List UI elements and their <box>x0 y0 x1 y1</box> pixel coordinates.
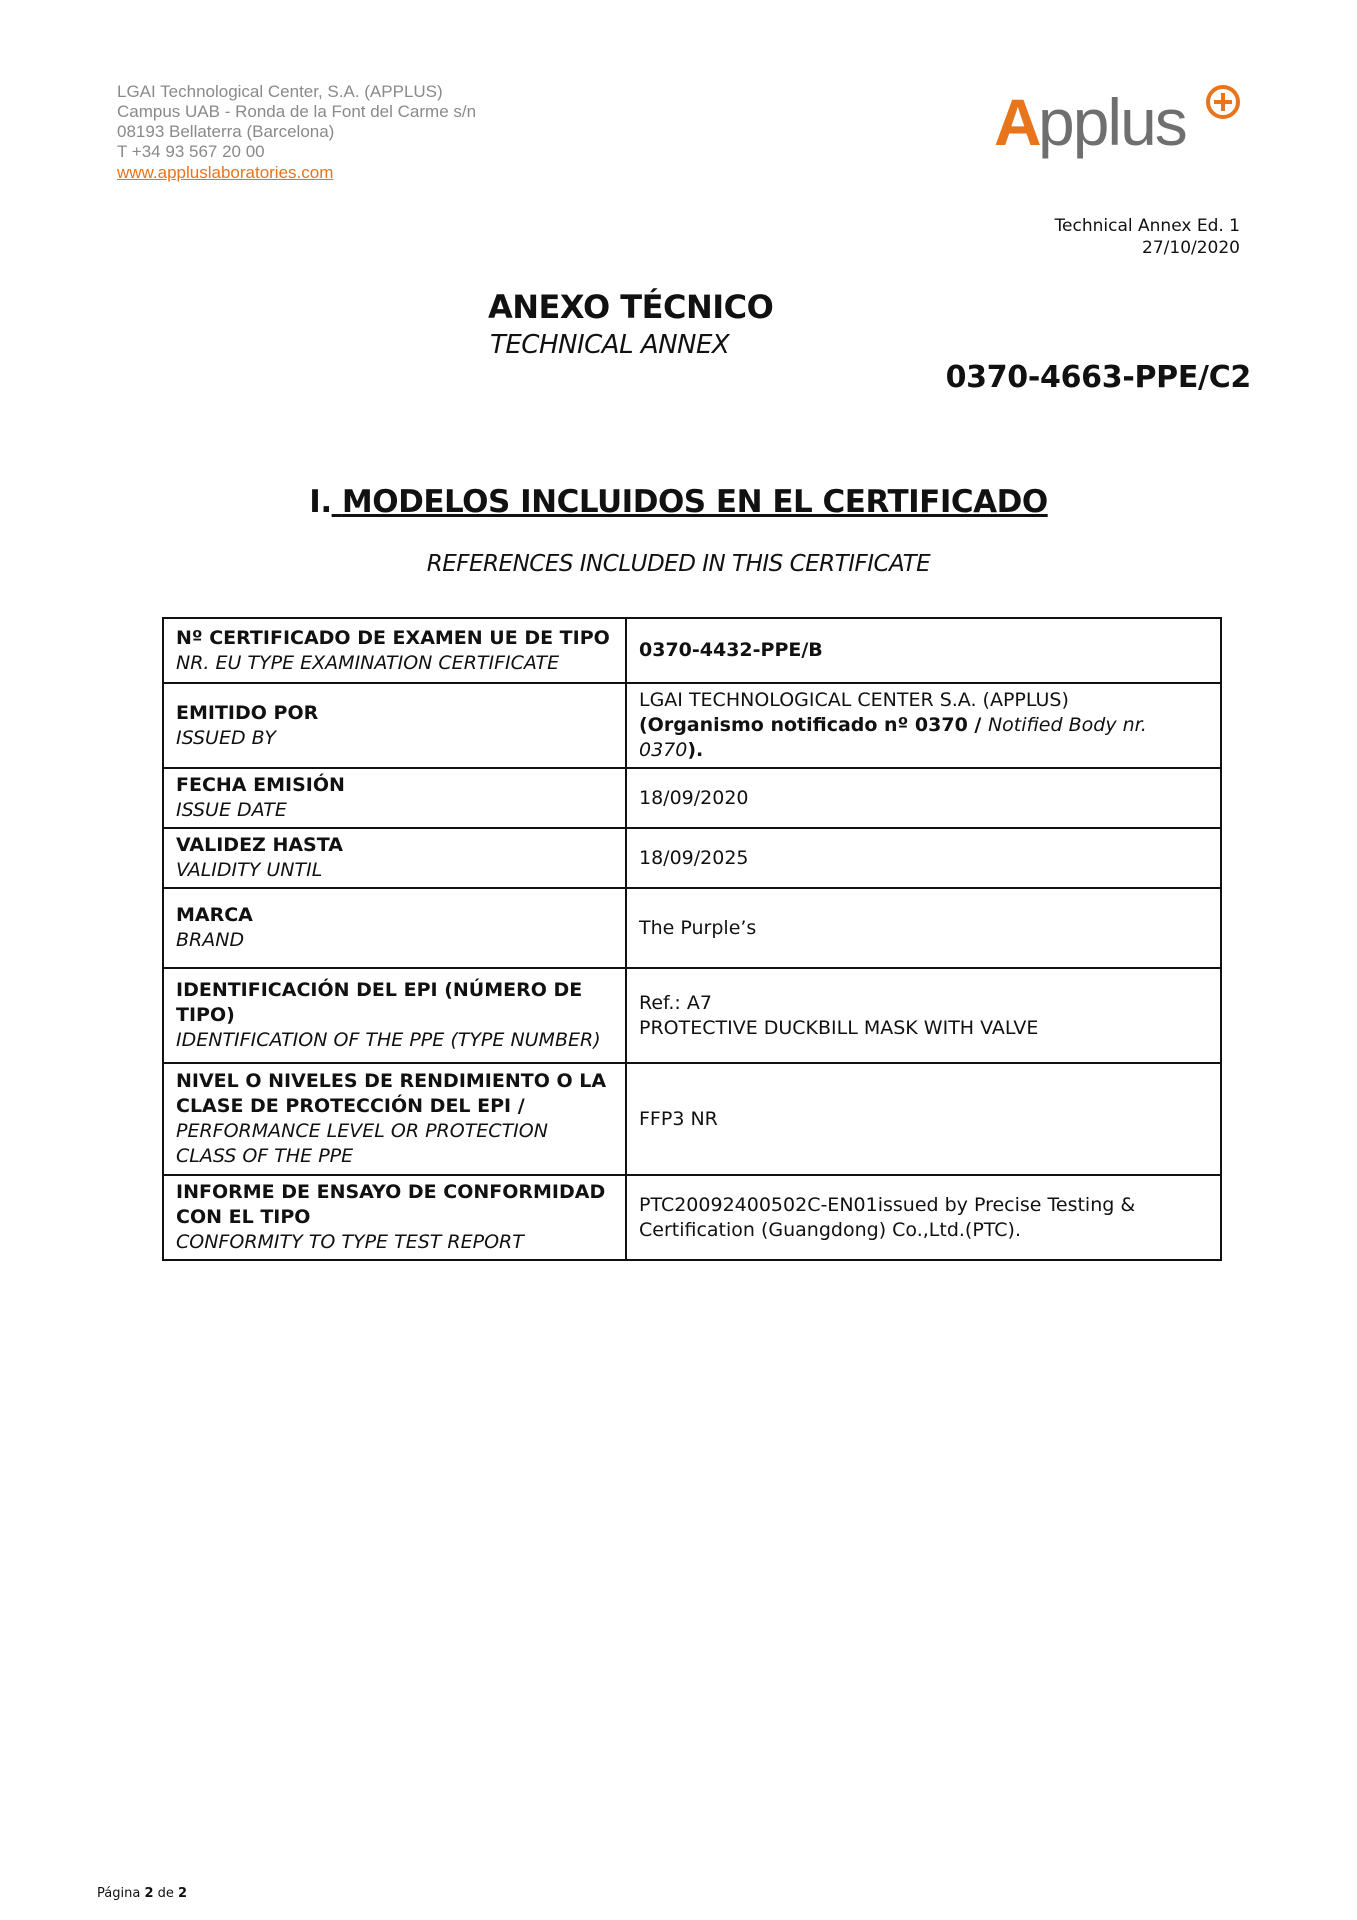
label-es: FECHA EMISIÓN <box>176 774 345 796</box>
section-subtitle: REFERENCES INCLUDED IN THIS CERTIFICATE <box>426 551 931 577</box>
page-footer <box>97 1886 187 1901</box>
brand-value: The Purple’s <box>639 916 757 939</box>
table-row <box>163 888 1221 968</box>
notified-body-text-en: Notified Body nr. 0370 <box>639 714 1147 761</box>
label-es: INFORME DE ENSAYO DE CONFORMIDAD CON EL TIPO <box>176 1181 606 1228</box>
website-link[interactable]: www.appluslaboratories.com <box>117 163 334 182</box>
total-pages: 2 <box>178 1886 188 1901</box>
label-es: MARCA <box>176 904 253 926</box>
table-row <box>163 683 1221 768</box>
row-value <box>626 768 1221 828</box>
notified-body-value <box>639 713 1208 763</box>
table-row <box>163 828 1221 888</box>
label-en: ISSUE DATE <box>176 799 287 821</box>
company-address <box>117 82 476 183</box>
test-report-value: PTC20092400502C-EN01issued by Precise Testing & Certification (Guangdong) Co.,Ltd.(PTC). <box>639 1193 1136 1241</box>
label-en: IDENTIFICATION OF THE PPE (TYPE NUMBER) <box>176 1029 601 1051</box>
address-line: T +34 93 567 20 00 <box>117 142 265 161</box>
table-row <box>163 768 1221 828</box>
issuer-value: LGAI TECHNOLOGICAL CENTER S.A. (APPLUS) <box>639 689 1069 711</box>
annex-edition: Technical Annex Ed. 1 <box>1054 216 1240 236</box>
label-en: VALIDITY UNTIL <box>176 859 323 881</box>
row-label <box>163 618 626 683</box>
label-es: VALIDEZ HASTA <box>176 834 343 856</box>
issue-date-value: 18/09/2020 <box>639 786 749 809</box>
table-row <box>163 618 1221 683</box>
svg-text:A: A <box>994 85 1040 159</box>
label-en: NR. EU TYPE EXAMINATION CERTIFICATE <box>176 651 560 674</box>
row-value <box>626 1063 1221 1175</box>
row-label <box>163 828 626 888</box>
current-page: 2 <box>144 1886 154 1901</box>
row-label <box>163 768 626 828</box>
label-en: BRAND <box>176 929 245 951</box>
annex-date: 27/10/2020 <box>1142 238 1240 258</box>
protection-class-value: FFP3 NR <box>639 1107 718 1130</box>
section-number: I. <box>309 484 332 520</box>
row-label <box>163 888 626 968</box>
certificate-info-table <box>162 617 1222 1261</box>
label-en: ISSUED BY <box>176 726 276 749</box>
row-value <box>626 828 1221 888</box>
reference-value: Ref.: A7 <box>639 991 712 1014</box>
validity-date-value: 18/09/2025 <box>639 846 749 869</box>
address-line: Campus UAB - Ronda de la Font del Carme s/n <box>117 102 477 121</box>
table-row <box>163 1175 1221 1260</box>
label-es: Nº CERTIFICADO DE EXAMEN UE DE TIPO <box>176 626 610 649</box>
row-label <box>163 683 626 768</box>
address-line: 08193 Bellaterra (Barcelona) <box>117 122 335 141</box>
row-label <box>163 968 626 1063</box>
annex-edition-block <box>1055 215 1240 259</box>
row-value <box>626 968 1221 1063</box>
label-es: EMITIDO POR <box>176 701 319 724</box>
table-row <box>163 968 1221 1063</box>
address-line: LGAI Technological Center, S.A. (APPLUS) <box>117 82 443 101</box>
page-word: Página <box>97 1886 141 1901</box>
row-label <box>163 1175 626 1260</box>
notified-body-text: (Organismo notificado nº 0370 / <box>639 714 988 736</box>
row-value <box>626 888 1221 968</box>
section-heading <box>0 484 1357 520</box>
row-value <box>626 683 1221 768</box>
section-title: MODELOS INCLUIDOS EN EL CERTIFICADO <box>341 484 1048 520</box>
table-row <box>163 1063 1221 1175</box>
type-exam-cert-value: 0370-4432-PPE/B <box>639 639 823 661</box>
document-subtitle: TECHNICAL ANNEX <box>490 330 730 360</box>
of-word: de <box>157 1886 174 1901</box>
label-es: IDENTIFICACIÓN DEL EPI (NÚMERO DE TIPO) <box>176 979 583 1026</box>
document-title: ANEXO TÉCNICO <box>488 288 774 326</box>
notified-body-end: ). <box>687 739 704 761</box>
certificate-number: 0370-4663-PPE/C2 <box>945 360 1251 395</box>
row-value <box>626 1175 1221 1260</box>
label-en: PERFORMANCE LEVEL OR PROTECTION CLASS OF THE PPE <box>176 1120 548 1167</box>
row-label <box>163 1063 626 1175</box>
svg-text:pplus: pplus <box>1038 85 1186 159</box>
row-value <box>626 618 1221 683</box>
label-en: CONFORMITY TO TYPE TEST REPORT <box>176 1231 524 1253</box>
applus-logo <box>990 80 1250 170</box>
applus-logo-graphic <box>990 80 1250 170</box>
product-description: PROTECTIVE DUCKBILL MASK WITH VALVE <box>639 1016 1039 1039</box>
label-es: NIVEL O NIVELES DE RENDIMIENTO O LA CLASE DE PROTECCIÓN DEL EPI / <box>176 1070 607 1117</box>
